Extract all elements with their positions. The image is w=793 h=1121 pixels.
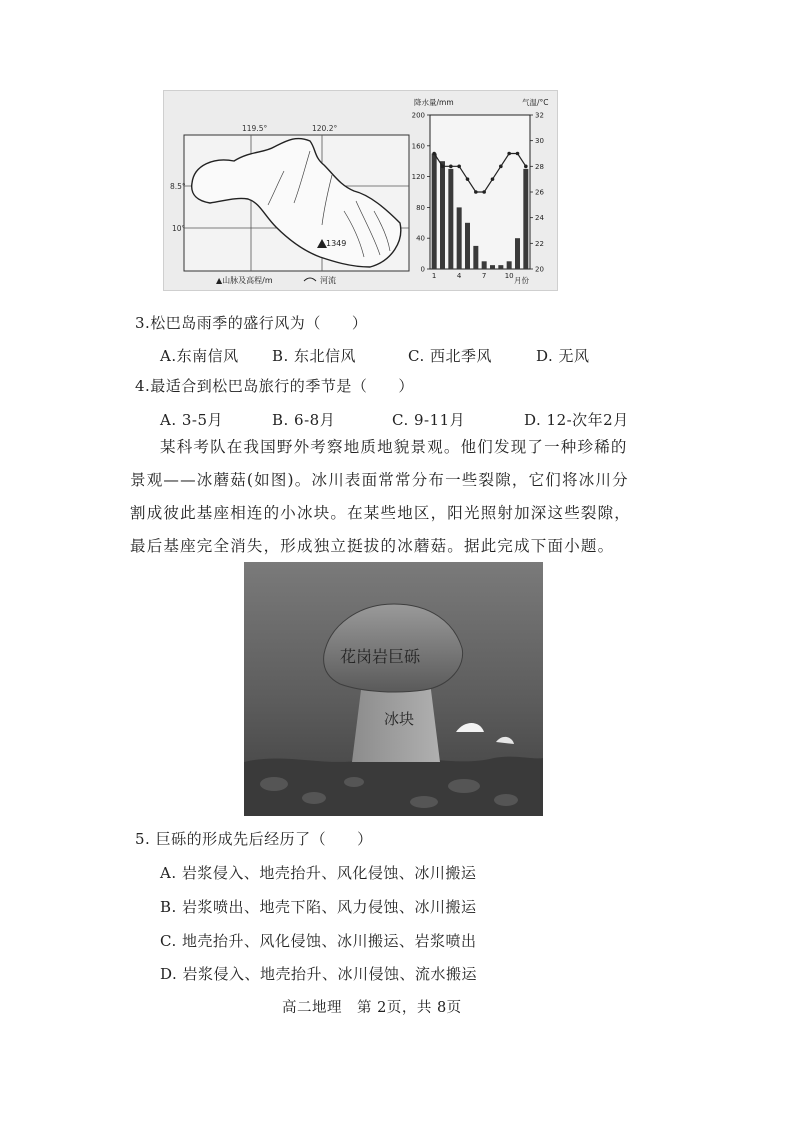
chart-yticks-left: [412, 112, 430, 274]
precip-bar: [498, 265, 503, 269]
chart-ylabel-right: 气温/°C: [522, 98, 549, 107]
lon-label-left: 119.5°: [242, 124, 268, 133]
precip-bar: [523, 169, 528, 269]
temp-point: [432, 152, 436, 156]
q4-option-b[interactable]: B. 6-8月: [272, 411, 336, 429]
temp-point: [524, 165, 528, 169]
q5-option-a[interactable]: A. 岩浆侵入、地壳抬升、风化侵蚀、冰川搬运: [160, 864, 477, 882]
chart-xlabel: 月份: [514, 276, 529, 285]
lat-label-bottom: 10°: [172, 224, 186, 233]
q5-option-c[interactable]: C. 地壳抬升、风化侵蚀、冰川搬运、岩浆喷出: [160, 932, 477, 950]
temp-point: [516, 152, 520, 156]
q5-option-d[interactable]: D. 岩浆侵入、地壳抬升、冰川侵蚀、流水搬运: [160, 965, 478, 983]
q4-option-a[interactable]: A. 3-5月: [160, 411, 224, 429]
figure-map-climate: [163, 90, 558, 291]
passage-line-4: 最后基座完全消失，形成独立挺拔的冰蘑菇。据此完成下面小题。: [130, 537, 615, 555]
temp-point: [482, 190, 486, 194]
passage-line-1: 某科考队在我国野外考察地质地貌景观。他们发现了一种珍稀的: [160, 438, 628, 456]
temp-point: [507, 152, 511, 156]
passage-line-2: 景观——冰蘑菇(如图)。冰川表面常常分布一些裂隙，它们将冰川分: [130, 471, 629, 489]
ytick-right-label: 26: [535, 188, 544, 197]
precip-bar: [432, 154, 437, 270]
q5-option-b[interactable]: B. 岩浆喷出、地壳下陷、风力侵蚀、冰川搬运: [160, 898, 477, 916]
temp-point: [499, 165, 503, 169]
lat-label-top: 8.5°: [170, 182, 186, 191]
q3-option-a[interactable]: A.东南信风: [160, 347, 239, 365]
xtick-label: 1: [431, 272, 437, 280]
temp-point: [449, 165, 453, 169]
q3-option-c[interactable]: C. 西北季风: [408, 347, 492, 365]
ice-mushroom-photo: [244, 562, 543, 816]
chart-ylabel-left: 降水量/mm: [414, 98, 454, 107]
precip-bar: [490, 265, 495, 269]
ytick-left-label: 0: [420, 265, 425, 274]
ytick-right-label: 24: [535, 214, 544, 223]
q3-option-b[interactable]: B. 东北信风: [272, 347, 357, 365]
q4-title: 4.最适合到松巴岛旅行的季节是（ ）: [135, 377, 414, 395]
page-footer: 高二地理 第 2页，共 8页: [282, 1000, 462, 1016]
temp-point: [474, 190, 478, 194]
legend-river-label: 河流: [320, 276, 336, 285]
temp-point: [441, 165, 445, 169]
precip-bar: [465, 223, 470, 269]
chart-xticks: [432, 272, 514, 280]
ytick-left-label: 40: [416, 234, 425, 243]
photo-label-rock: 花岗岩巨砾: [340, 647, 421, 666]
temp-point: [466, 177, 470, 181]
q4-option-c[interactable]: C. 9-11月: [392, 411, 466, 429]
q3-option-d[interactable]: D. 无风: [536, 347, 590, 365]
ytick-right-label: 30: [535, 137, 544, 146]
precip-bar: [482, 261, 487, 269]
precip-bar: [457, 207, 462, 269]
ytick-right-label: 32: [535, 111, 544, 120]
precip-bar: [515, 238, 520, 269]
ytick-left-label: 120: [411, 173, 425, 182]
ytick-right-label: 22: [535, 239, 544, 248]
precip-bar: [473, 246, 478, 269]
passage-line-3: 割成彼此基座相连的小冰块。在某些地区，阳光照射加深这些裂隙，: [130, 504, 632, 522]
chart-yticks-right: [530, 112, 544, 274]
xtick-label: 4: [456, 272, 462, 280]
precip-bar: [440, 161, 445, 269]
precip-bar: [448, 169, 453, 269]
legend-river-icon: [304, 278, 316, 281]
ytick-right-label: 28: [535, 162, 544, 171]
figure-svg: [164, 91, 557, 290]
precip-bar: [507, 261, 512, 269]
ytick-left-label: 80: [416, 203, 425, 212]
temp-point: [457, 165, 461, 169]
xtick-label: 7: [481, 272, 487, 280]
lon-label-right: 120.2°: [312, 124, 338, 133]
peak-label: 1349: [326, 239, 347, 248]
photo-svg: [244, 562, 543, 816]
photo-label-ice: 冰块: [384, 710, 415, 728]
xtick-label: 10: [504, 272, 514, 280]
ytick-left-label: 160: [411, 142, 425, 151]
rubble-ground: [244, 757, 543, 816]
legend-peak-label: ▲山脉及高程/m: [216, 276, 273, 285]
ytick-right-label: 20: [535, 265, 544, 274]
q5-title: 5. 巨砾的形成先后经历了（ ）: [135, 830, 373, 848]
q4-option-d[interactable]: D. 12-次年2月: [524, 411, 629, 429]
temp-point: [491, 177, 495, 181]
q3-title: 3.松巴岛雨季的盛行风为（ ）: [135, 314, 368, 332]
ytick-left-label: 200: [411, 111, 425, 120]
